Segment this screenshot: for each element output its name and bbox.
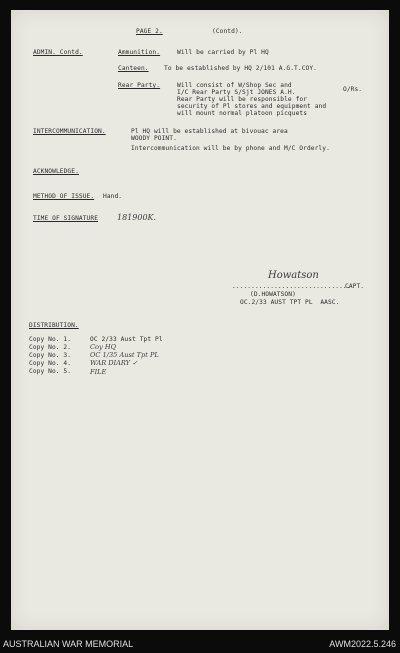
- copy-label: Copy No. 3.: [29, 352, 72, 359]
- copy-label: Copy No. 2.: [29, 344, 72, 351]
- intercommunication-heading: INTERCOMMUNICATION.: [33, 128, 106, 135]
- archive-footer: [0, 636, 400, 653]
- acknowledge-heading: ACKNOWLEDGE.: [33, 168, 79, 175]
- intercommunication-line: Pl HQ will be established at bivouac area: [131, 128, 288, 135]
- ammunition-text: Will be carried by Pl HQ: [177, 49, 269, 56]
- footer-accession-number: AWM2022.5.246: [329, 639, 396, 649]
- copy-label: Copy No. 1.: [29, 336, 72, 343]
- rear-party-line: security of Pl stores and equipment and: [177, 103, 327, 110]
- rear-party-label: Rear Party.: [118, 82, 161, 89]
- footer-institution: AUSTRALIAN WAR MEMORIAL: [3, 639, 134, 649]
- ammunition-label: Ammunition.: [118, 49, 161, 56]
- time-of-signature-heading: TIME OF SIGNATURE: [33, 215, 99, 222]
- canteen-label: Canteen.: [118, 65, 149, 72]
- page-contd: (Contd).: [212, 28, 243, 35]
- method-of-issue-value: Hand.: [103, 193, 123, 200]
- rear-party-line: Will consist of W/Shop Sec and: [177, 82, 292, 89]
- signatory-unit: OC.2/33 AUST TPT PL AASC.: [240, 299, 340, 306]
- intercommunication-line: WOODY POINT.: [131, 135, 177, 142]
- copy-recipient: Coy HQ: [90, 343, 116, 351]
- rear-party-line: Rear Party will be responsible for: [177, 96, 308, 103]
- copy-label: Copy No. 5.: [29, 368, 72, 375]
- time-of-signature-value: 181900K.: [117, 213, 157, 222]
- rear-party-line: will mount normal platoon picquets: [177, 110, 308, 117]
- signature: Howatson: [268, 270, 319, 281]
- admin-heading: ADMIN. Contd.: [33, 49, 83, 56]
- page-number: PAGE 2.: [136, 28, 163, 35]
- signatory-name: (D.HOWATSON): [250, 291, 296, 298]
- rear-party-line: I/C Rear Party S/Sjt JONES A.H.: [177, 89, 296, 96]
- copy-label: Copy No. 4.: [29, 360, 72, 367]
- copy-recipient: OC 1/35 Aust Tpt PL: [90, 351, 159, 359]
- rear-party-ref: O/Rs.: [343, 86, 363, 93]
- signature-rank: CAPT.: [345, 283, 365, 290]
- signature-dotted-line: ...............................: [232, 283, 351, 290]
- copy-recipient: FILE: [90, 368, 107, 376]
- distribution-heading: DISTRIBUTION.: [29, 322, 79, 329]
- intercommunication-line: Intercommunication will be by phone and M/C Orderly.: [131, 145, 330, 152]
- method-of-issue-heading: METHOD OF ISSUE.: [33, 193, 95, 200]
- canteen-text: To be established by HQ 2/101 A.G.T.COY.: [164, 65, 318, 72]
- copy-recipient: OC 2/33 Aust Tpt Pl: [90, 336, 163, 343]
- copy-recipient: WAR DIARY ✓: [90, 359, 138, 367]
